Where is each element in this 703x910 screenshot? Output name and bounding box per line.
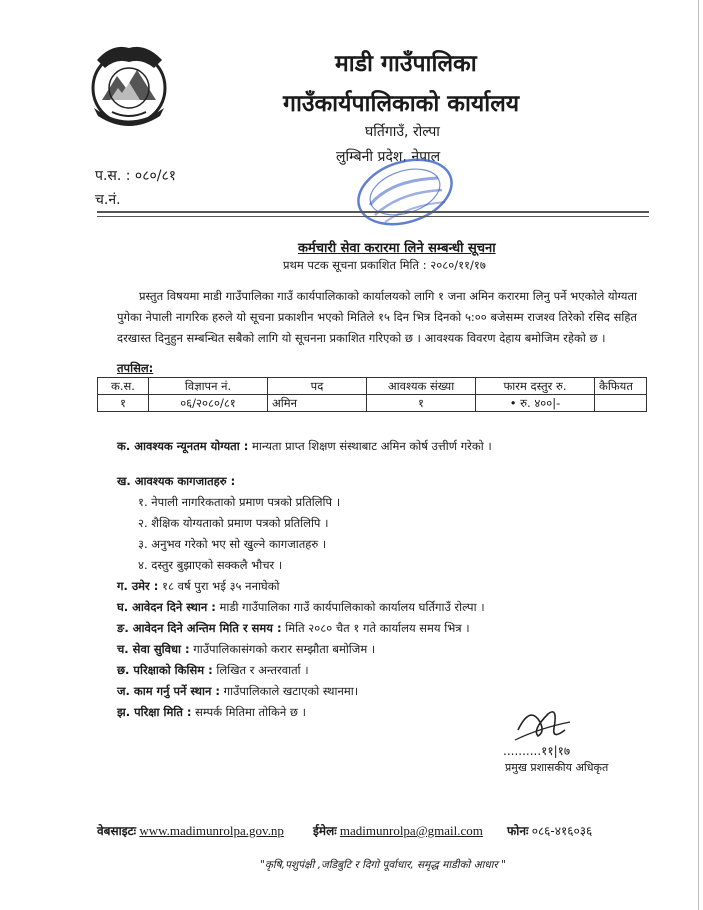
dispatch-number: च.नं.	[95, 192, 121, 208]
footer-website	[97, 822, 284, 839]
table-cell: अमिन	[268, 395, 367, 412]
table-cell	[476, 395, 595, 412]
address-line-1: घर्तिगाउँ, रोल्पा	[365, 124, 440, 140]
detail-value: लिखित र अन्तरवार्ता ।	[216, 663, 309, 677]
detail-label: ज. काम गर्नु पर्ने स्थान :	[117, 684, 220, 698]
application-place-line	[117, 600, 485, 615]
table-header: आवश्यक संख्या	[367, 378, 476, 395]
qualification-label: क. आवश्यक न्यूनतम योग्यता :	[117, 439, 249, 453]
documents-heading: ख. आवश्यक कागजातहरु :	[117, 474, 236, 488]
table-cell: १	[98, 395, 149, 412]
deadline-line	[117, 621, 470, 636]
slogan: "कृषि,पशुपंक्षी ,जडिबुटि र दिगो पूर्वाधार, समृद्ध माडीको आधार "	[260, 859, 506, 871]
exam-type-line	[117, 663, 309, 678]
detail-label: ङ. आवेदन दिने अन्तिम मिति र समय :	[117, 621, 282, 635]
detail-label: ग. उमेर :	[117, 579, 159, 593]
vacancy-table	[97, 377, 647, 412]
qualification-line	[117, 439, 492, 454]
detail-value: गाउँपालिकाले खटाएको स्थानमा।	[223, 684, 359, 698]
reference-number: प.स. : ०८०/८१	[95, 168, 177, 184]
benefits-line	[117, 642, 375, 657]
bullet-icon: •	[509, 395, 521, 410]
details-label: तपसिल:	[117, 361, 154, 375]
table-row	[98, 395, 647, 412]
qualification-value: मान्यता प्राप्त शिक्षण संस्थाबाट अमिन कोर्ष उत्तीर्ण गरेको ।	[251, 439, 492, 453]
nepal-emblem-icon	[82, 38, 177, 133]
header-rule-top	[97, 211, 649, 213]
fee-value: रु. ४००|-	[520, 395, 561, 410]
office-name: माडी गाउँपालिका	[335, 51, 477, 77]
exam-date-line	[117, 705, 306, 720]
notice-date: प्रथम पटक सूचना प्रकाशित मिति : २०८०/११/१७	[283, 258, 486, 272]
table-cell: ०६/२०८०/८१	[149, 395, 268, 412]
age-line	[117, 579, 280, 594]
footer-phone	[507, 822, 592, 839]
header-rule-bottom	[97, 216, 649, 217]
detail-value: गाउँपालिकासंगको करार सम्झौता बमोजिम ।	[193, 642, 376, 656]
signature-date: ..........११|१७	[503, 744, 571, 758]
work-place-line	[117, 684, 358, 699]
detail-value: मिति २०८० चैत १ गते कार्यालय समय भित्र ।	[285, 621, 470, 635]
detail-label: छ. परिक्षाको किसिम :	[117, 663, 213, 677]
address-line-2: लुम्बिनी प्रदेश, नेपाल	[336, 149, 441, 165]
document-item: २. शैक्षिक योग्यताको प्रमाण पत्रको प्रतिलिपि ।	[138, 516, 329, 530]
table-cell	[595, 395, 647, 412]
website-link[interactable]: www.madimunrolpa.gov.np	[139, 823, 284, 838]
table-header: विज्ञापन नं.	[149, 378, 268, 395]
footer-email	[313, 822, 483, 839]
notice-title: कर्मचारी सेवा करारमा लिने सम्बन्धी सूचना	[298, 241, 496, 256]
website-label: वेबसाइटः	[97, 824, 137, 838]
table-header: क.स.	[98, 378, 149, 395]
document-item: १. नेपाली नागरिकताको प्रमाण पत्रको प्रतिलिपि ।	[138, 495, 341, 509]
detail-value: सम्पर्क मितिमा तोकिने छ ।	[195, 705, 306, 719]
table-header: पद	[268, 378, 367, 395]
phone-number: ०८६-४१६०३६	[531, 824, 593, 838]
signatory-title: प्रमुख प्रशासकीय अधिकृत	[505, 761, 609, 774]
page-edge	[698, 0, 699, 910]
detail-label: झ. परिक्षा मिति :	[117, 705, 192, 719]
office-subtitle: गाउँकार्यपालिकाको कार्यालय	[283, 91, 520, 117]
document-item: ४. दस्तुर बुझाएको सक्कलै भौचर ।	[138, 558, 283, 572]
table-header-row	[98, 378, 647, 395]
notice-body: प्रस्तुत विषयमा माडी गाउँपालिका गाउँ कार्यपालिकाको कार्यालयको लागि १ जना अमिन करारमा लिनु पर्ने भएकोले योग्यता पुगेका नेपाली नागरिक हरुले यो सूचना प्रकाशीन भएको मितिले १५ दिन भित्र दिनको ५:०० बजेसम्म राजश्व तिरेको रसिद सहित दरखास्त दिनुहुन सम्बन्धित सबैको लागि यो सूचनना प्रकाशित गरिएको छ । आवश्यक विवरण देहाय बमोजिम रहेको छ ।	[117, 289, 637, 345]
email-label: ईमेलः	[313, 824, 337, 838]
phone-label: फोनः	[507, 824, 529, 838]
detail-value: १८ वर्ष पुरा भई ३५ ननाघेको	[162, 579, 280, 593]
document-item: ३. अनुभव गरेको भए सो खुल्ने कागजातहरु ।	[138, 537, 327, 551]
detail-value: माडी गाउँपालिका गाउँ कार्यपालिकाको कार्यालय घर्तिगाउँ रोल्पा ।	[219, 600, 485, 614]
detail-label: घ. आवेदन दिने स्थान :	[117, 600, 216, 614]
table-header: फारम दस्तुर रु.	[476, 378, 595, 395]
table-header: कैफियत	[595, 378, 647, 395]
detail-label: च. सेवा सुविधा :	[117, 642, 190, 656]
email-link[interactable]: madimunrolpa@gmail.com	[339, 823, 483, 838]
table-cell: १	[367, 395, 476, 412]
